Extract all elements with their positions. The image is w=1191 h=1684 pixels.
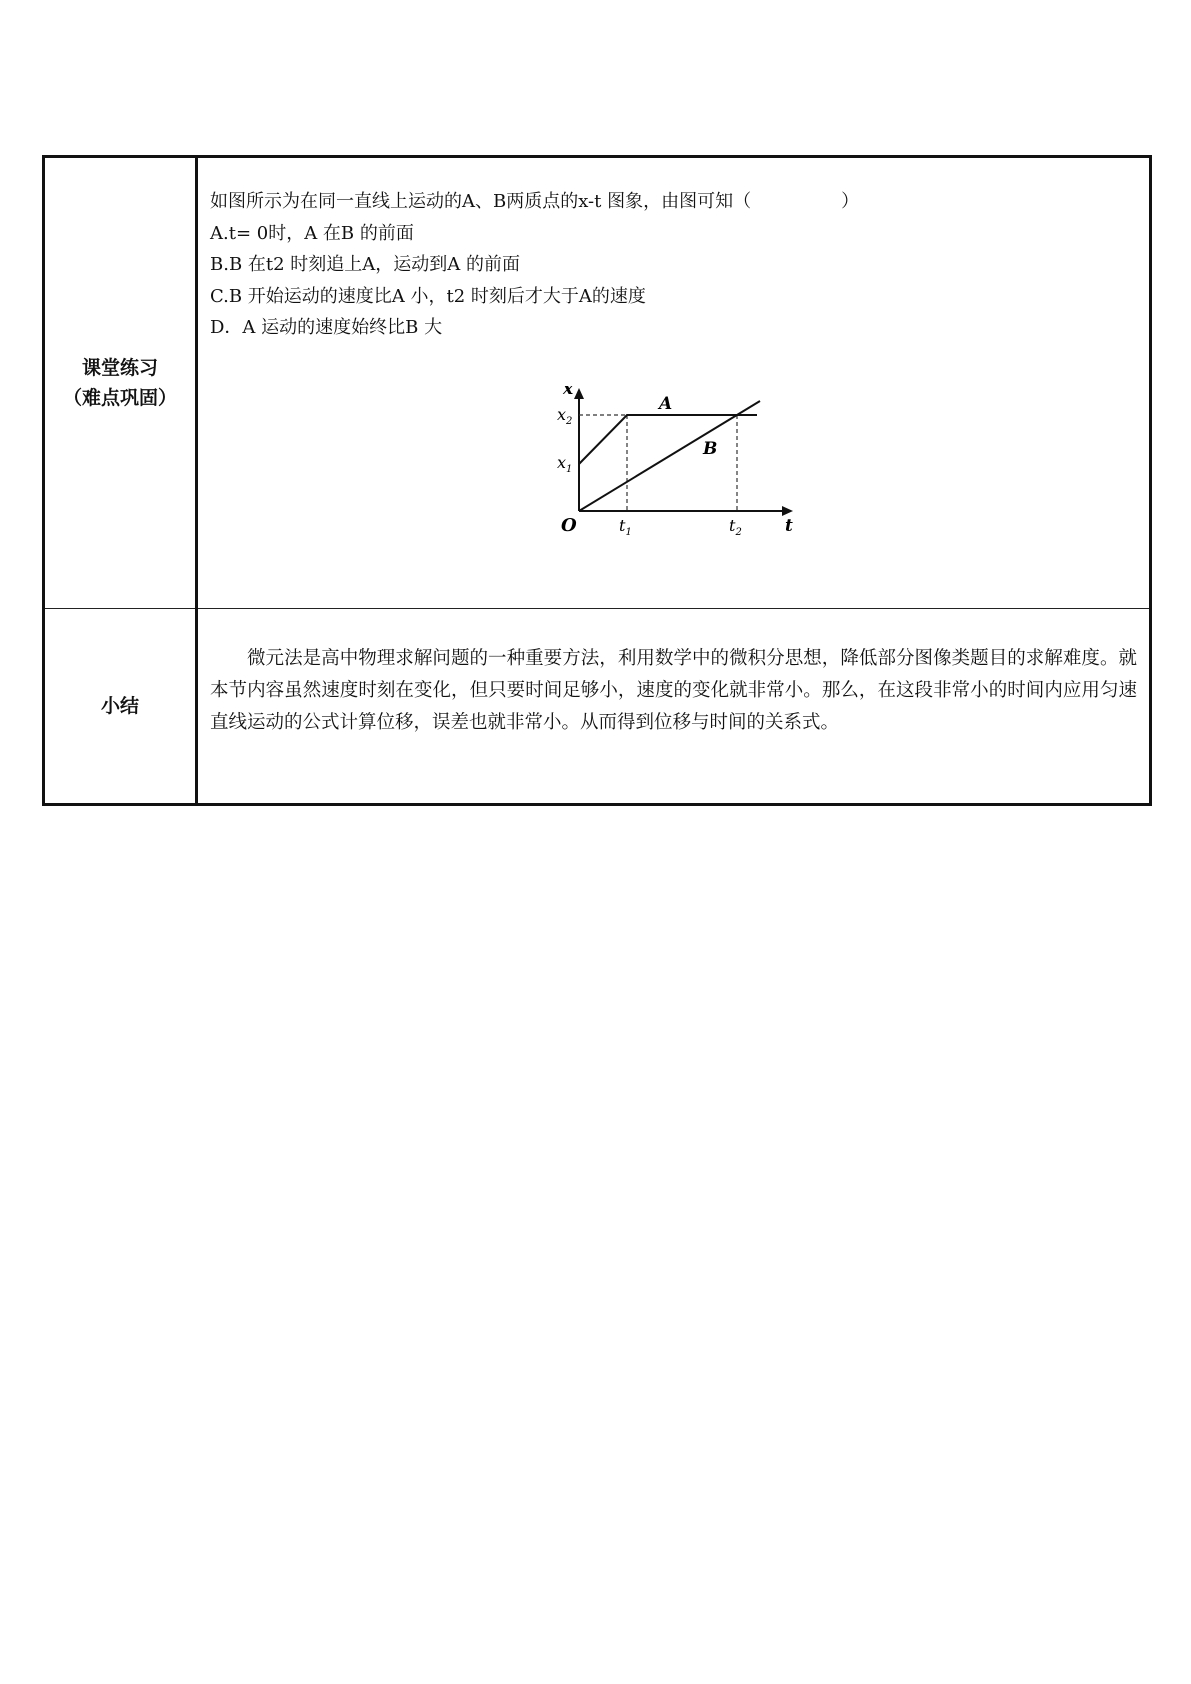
summary-label-cell xyxy=(44,609,197,805)
x-axis-arrow-icon xyxy=(574,388,584,399)
exercise-content-cell xyxy=(197,157,1151,609)
exercise-label-cell xyxy=(44,157,197,609)
option-c: C.B 开始运动的速度比A 小，t2 时刻后才大于A的速度 xyxy=(210,285,646,307)
t-axis-arrow-icon xyxy=(782,506,793,516)
option-a: A.t= 0时，A 在B 的前面 xyxy=(210,222,414,244)
lesson-table xyxy=(42,155,1152,806)
question-block xyxy=(198,158,1149,344)
exercise-row xyxy=(44,157,1151,609)
line-a-label: A xyxy=(659,393,673,414)
exercise-label: 课堂练习 xyxy=(81,357,158,379)
origin-label: O xyxy=(561,514,577,536)
summary-row xyxy=(44,609,1151,805)
x1-label: $x_1$ xyxy=(557,452,573,475)
x2-label: $x_2$ xyxy=(557,404,573,427)
line-b xyxy=(579,401,760,511)
summary-text: 微元法是高中物理求解问题的一种重要方法，利用数学中的微积分思想，降低部分图像类题目的求解难度。就本节内容虽然速度时刻在变化，但只要时间足够小，速度的变化就非常小。那么，在这段非常小的时间内应用匀速直线运动的公式计算位移，误差也就非常小。从而得到位移与时间的关系式。 xyxy=(210,648,1137,733)
line-b-label: B xyxy=(703,438,718,459)
xt-graph-figure xyxy=(198,386,1149,566)
xt-graph xyxy=(553,386,813,561)
option-b: B.B 在t2 时刻追上A，运动到A 的前面 xyxy=(210,254,521,275)
t-axis-label: t xyxy=(785,515,793,536)
exercise-sublabel: （难点巩固） xyxy=(62,387,177,409)
option-d: D．A 运动的速度始终比B 大 xyxy=(210,317,443,338)
x-axis-label: x xyxy=(563,385,574,399)
question-stem: 如图所示为在同一直线上运动的A、B两质点的x-t 图象，由图可知（ ） xyxy=(210,191,860,212)
summary-label: 小结 xyxy=(100,695,139,717)
t2-label: $t_2$ xyxy=(729,515,742,538)
t1-label: $t_1$ xyxy=(619,515,632,538)
summary-content-cell xyxy=(197,609,1151,805)
